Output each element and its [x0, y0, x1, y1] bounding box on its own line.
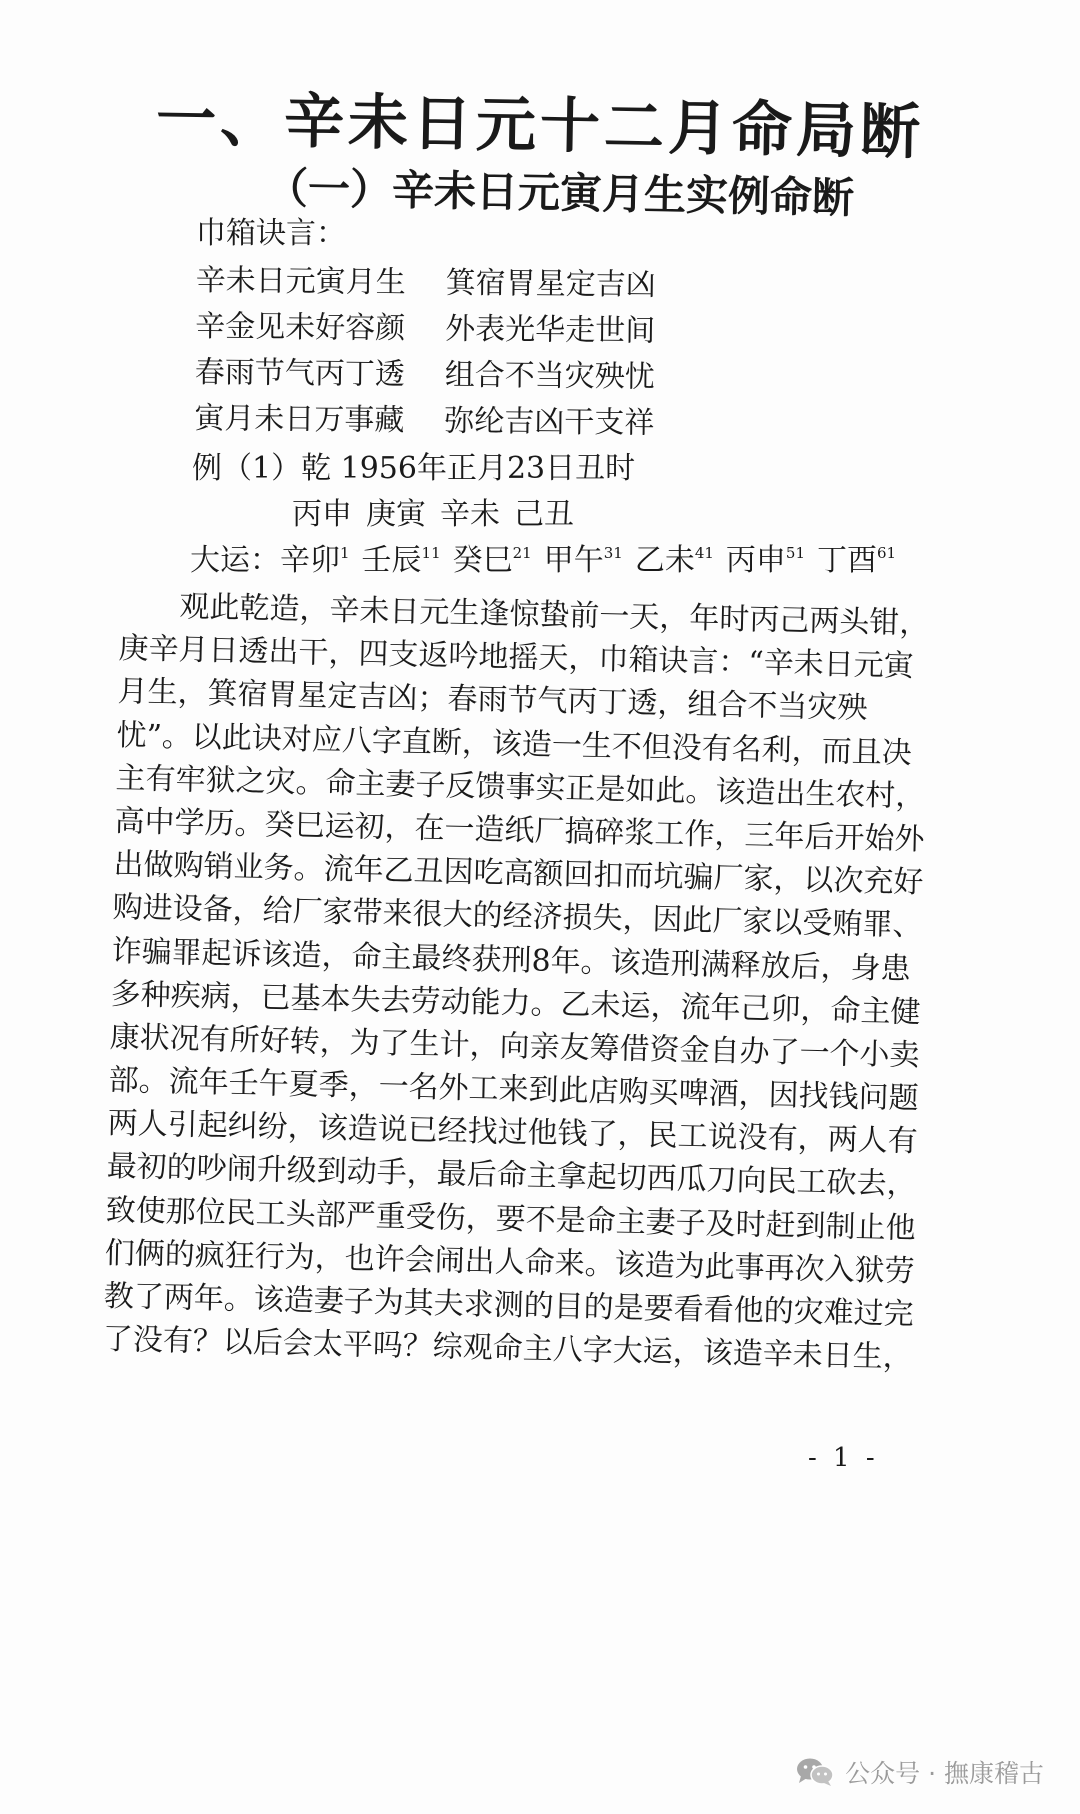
- verse-label: 巾箱诀言：: [196, 216, 346, 251]
- body-line: 们俩的疯狂行为，也许会闹出人命来。该造为此事再次入狱劳: [104, 1235, 916, 1290]
- body-line: 月生，箕宿胃星定吉凶；春雨节气丙丁透，组合不当灾殃: [117, 674, 868, 727]
- verse-line-left: 辛金见未好容颜: [195, 308, 406, 347]
- verse-line-right: 组合不当灾殃忧: [444, 357, 655, 395]
- verse-line: [195, 350, 955, 404]
- page-title: 一、辛未日元十二月命局断: [155, 84, 925, 168]
- luck-cycles: [190, 538, 908, 584]
- luck-cycle: [817, 543, 896, 578]
- wechat-icon: [795, 1757, 835, 1787]
- section-subtitle: （一）辛未日元寅月生实例命断: [265, 163, 855, 223]
- body-line: 出做购销业务。流年乙丑因吃高额回扣而坑骗厂家，以次充好: [113, 847, 924, 901]
- body-line: 部。流年壬午夏季，一名外工来到此店购买啤酒，因找钱问题: [108, 1062, 919, 1117]
- luck-cycle-age: 61: [877, 544, 897, 562]
- luck-cycles-label: 大运：: [190, 543, 280, 578]
- body-line: 最初的吵闹升级到动手，最后命主拿起切西瓜刀向民工砍去，: [106, 1149, 917, 1203]
- watermark: [795, 1754, 1044, 1790]
- luck-cycle-age: 31: [603, 544, 623, 562]
- verse-block: [194, 258, 956, 450]
- luck-cycle-age: 1: [340, 544, 350, 562]
- luck-cycle-name: 乙未: [634, 543, 695, 578]
- luck-cycle: [726, 543, 805, 578]
- luck-cycle: [635, 543, 714, 578]
- luck-cycle-name: 丙申: [725, 543, 786, 578]
- luck-cycle-name: 癸巳: [452, 543, 513, 578]
- verse-line-right: 箕宿胃星定吉凶: [445, 265, 656, 303]
- luck-cycle-age: 51: [785, 544, 806, 562]
- body-line: 观此乾造，辛未日元生逢惊蛰前一天，年时丙己两头钳，: [119, 587, 930, 642]
- verse-line-left: 寅月未日万事藏: [194, 400, 405, 439]
- luck-cycle: [544, 543, 623, 578]
- body-line: 两人引起纠纷，该造说已经找过他钱了，民工说没有，两人有: [107, 1106, 918, 1160]
- body-line: 康状况有所好转，为了生计，向亲友筹借资金自办了一个小卖: [109, 1019, 920, 1074]
- pillar-year: 丙申: [292, 497, 352, 532]
- verse-line-left: 春雨节气丙丁透: [194, 354, 405, 393]
- pillar-month: 庚寅: [366, 497, 426, 532]
- body-line: 庚辛月日透出干，四支返吟地摇天，巾箱诀言：“辛未日元寅: [118, 631, 915, 685]
- body-line: 诈骗罪起诉该造，命主最终获刑8年。该造刑满释放后，身患: [111, 933, 911, 987]
- verse-line-left: 辛未日元寅月生: [195, 262, 406, 301]
- body-line: 了没有？以后会太平吗？综观命主八字大运，该造辛未日生，: [102, 1321, 914, 1376]
- verse-line-right: 弥纶吉凶干支祥: [444, 403, 655, 441]
- body-line: 主有牢狱之灾。命主妻子反馈事实正是如此。该造出生农村，: [115, 760, 926, 815]
- body-line: 忧”。以此诀对应八字直断，该造一生不但没有名利，而且决: [116, 717, 913, 771]
- luck-cycle-name: 壬辰: [361, 543, 422, 578]
- luck-cycle: [453, 543, 532, 578]
- luck-cycle: [280, 543, 350, 578]
- verse-line: [195, 304, 955, 358]
- luck-cycle-age: 11: [421, 544, 441, 562]
- pillar-day: 辛未: [440, 497, 500, 532]
- luck-cycle-age: 21: [512, 544, 532, 562]
- page-number: - 1 -: [808, 1443, 879, 1473]
- verse-line: [196, 258, 956, 312]
- pillar-hour: 己丑: [514, 497, 574, 532]
- luck-cycle-name: 辛卯: [280, 543, 340, 578]
- verse-line-right: 外表光华走世间: [445, 311, 656, 349]
- body-paragraph: [102, 584, 973, 1381]
- luck-cycle-name: 甲午: [543, 543, 604, 578]
- four-pillars: [292, 492, 588, 538]
- verse-line: [194, 396, 954, 450]
- example-heading: 例（1）乾 1956年正月23日丑时: [192, 451, 636, 486]
- watermark-text: 公众号 · 撫康稽古: [845, 1759, 1044, 1788]
- luck-cycle-name: 丁酉: [817, 543, 878, 578]
- body-line: 多种疾病，已基本失去劳动能力。乙未运，流年己卯，命主健: [110, 976, 921, 1030]
- luck-cycle: [362, 543, 441, 578]
- body-line: 购进设备，给厂家带来很大的经济损失，因此厂家以受贿罪、: [112, 890, 923, 944]
- body-line: 高中学历。癸巳运初，在一造纸厂搞碎浆工作，三年后开始外: [114, 803, 925, 858]
- body-line: 教了两年。该造妻子为其夫求测的目的是要看看他的灾难过完: [103, 1278, 915, 1333]
- luck-cycle-age: 41: [694, 544, 714, 562]
- body-line: 致使那位民工头部严重受伤，要不是命主妻子及时赶到制止他: [105, 1192, 916, 1246]
